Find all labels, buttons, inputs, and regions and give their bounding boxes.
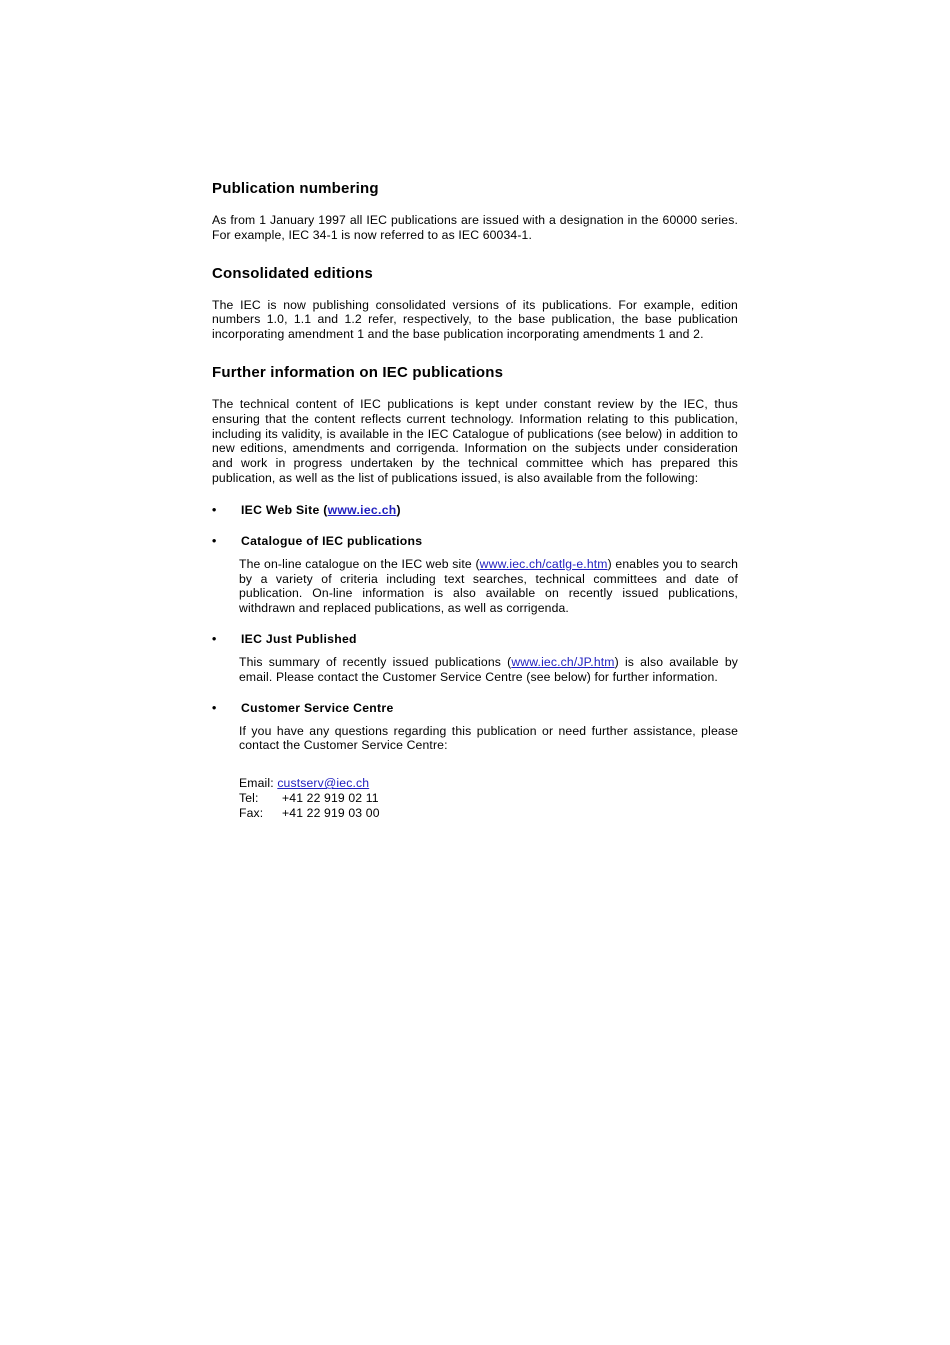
paragraph-publication-numbering: As from 1 January 1997 all IEC publications are issued with a designation in the 60000 series. For example, IEC 34-1 is now referred to as IEC 60034-1.: [212, 213, 738, 242]
contact-block: [239, 776, 738, 820]
bullet-catalogue: [212, 534, 738, 549]
bullet-label-web-site: IEC Web Site (www.iec.ch): [241, 502, 401, 517]
paragraph-further-information: The technical content of IEC publications is kept under constant review by the IEC, thus ensuring that the content reflects current technology. Information relating to this publication, including its validity, is available in the IEC Catalogue of publications (see below) in addition to new editions, amendments and corrigenda. Information on the subjects under consideration and work in progress undertaken by the technical committee which has prepared this publication, as well as the list of publications issued, is also available from the following:: [212, 396, 738, 485]
bullet-iec-web-site: [212, 503, 738, 518]
tel-value: +41 22 919 02 11: [282, 790, 379, 805]
email-link[interactable]: custserv@iec.ch: [277, 776, 370, 791]
bullet-icon: •: [212, 533, 217, 548]
paragraph-just-published: This summary of recently issued publications (www.iec.ch/JP.htm) is also available by email. Please contact the Customer Service Centre (see below) for further information.: [239, 654, 738, 684]
document-page: [212, 179, 738, 821]
link-iec-website[interactable]: www.iec.ch: [327, 502, 397, 517]
link-catalogue[interactable]: www.iec.ch/catlg-e.htm: [479, 556, 608, 571]
bullet-customer-service: [212, 701, 738, 716]
contact-fax-row: [239, 806, 738, 821]
heading-consolidated-editions: Consolidated editions: [212, 264, 373, 282]
tel-label: Tel:: [239, 790, 259, 805]
fax-value: +41 22 919 03 00: [282, 805, 380, 820]
heading-further-information: Further information on IEC publications: [212, 363, 504, 381]
paragraph-catalogue: The on-line catalogue on the IEC web site (www.iec.ch/catlg-e.htm) enables you to search by a variety of criteria including text searches, technical committees and date of publication. On-line information is also available on recently issued publications, withdrawn and replaced publications, as well as corrigenda.: [239, 556, 738, 616]
paragraph-consolidated-editions: The IEC is now publishing consolidated versions of its publications. For example, edition numbers 1.0, 1.1 and 1.2 refer, respectively, to the base publication, the base publication incorporating amendment 1 and the base publication incorporating amendments 1 and 2.: [212, 297, 738, 342]
bullet-icon: •: [212, 631, 217, 646]
bullet-title-customer-service: Customer Service Centre: [241, 700, 394, 715]
email-label: Email:: [239, 776, 274, 791]
bullet-icon: •: [212, 502, 217, 517]
heading-publication-numbering: Publication numbering: [212, 180, 379, 197]
bullet-title-just-published: IEC Just Published: [241, 631, 357, 646]
link-just-published[interactable]: www.iec.ch/JP.htm: [511, 654, 615, 669]
contact-tel-row: [239, 791, 738, 806]
paragraph-customer-service: If you have any questions regarding this publication or need further assistance, please contact the Customer Service Centre:: [239, 723, 738, 753]
bullet-title-catalogue: Catalogue of IEC publications: [241, 533, 423, 548]
contact-email-row: [239, 776, 738, 791]
fax-label: Fax:: [239, 805, 264, 820]
bullet-just-published: [212, 632, 738, 647]
bullet-icon: •: [212, 700, 217, 715]
